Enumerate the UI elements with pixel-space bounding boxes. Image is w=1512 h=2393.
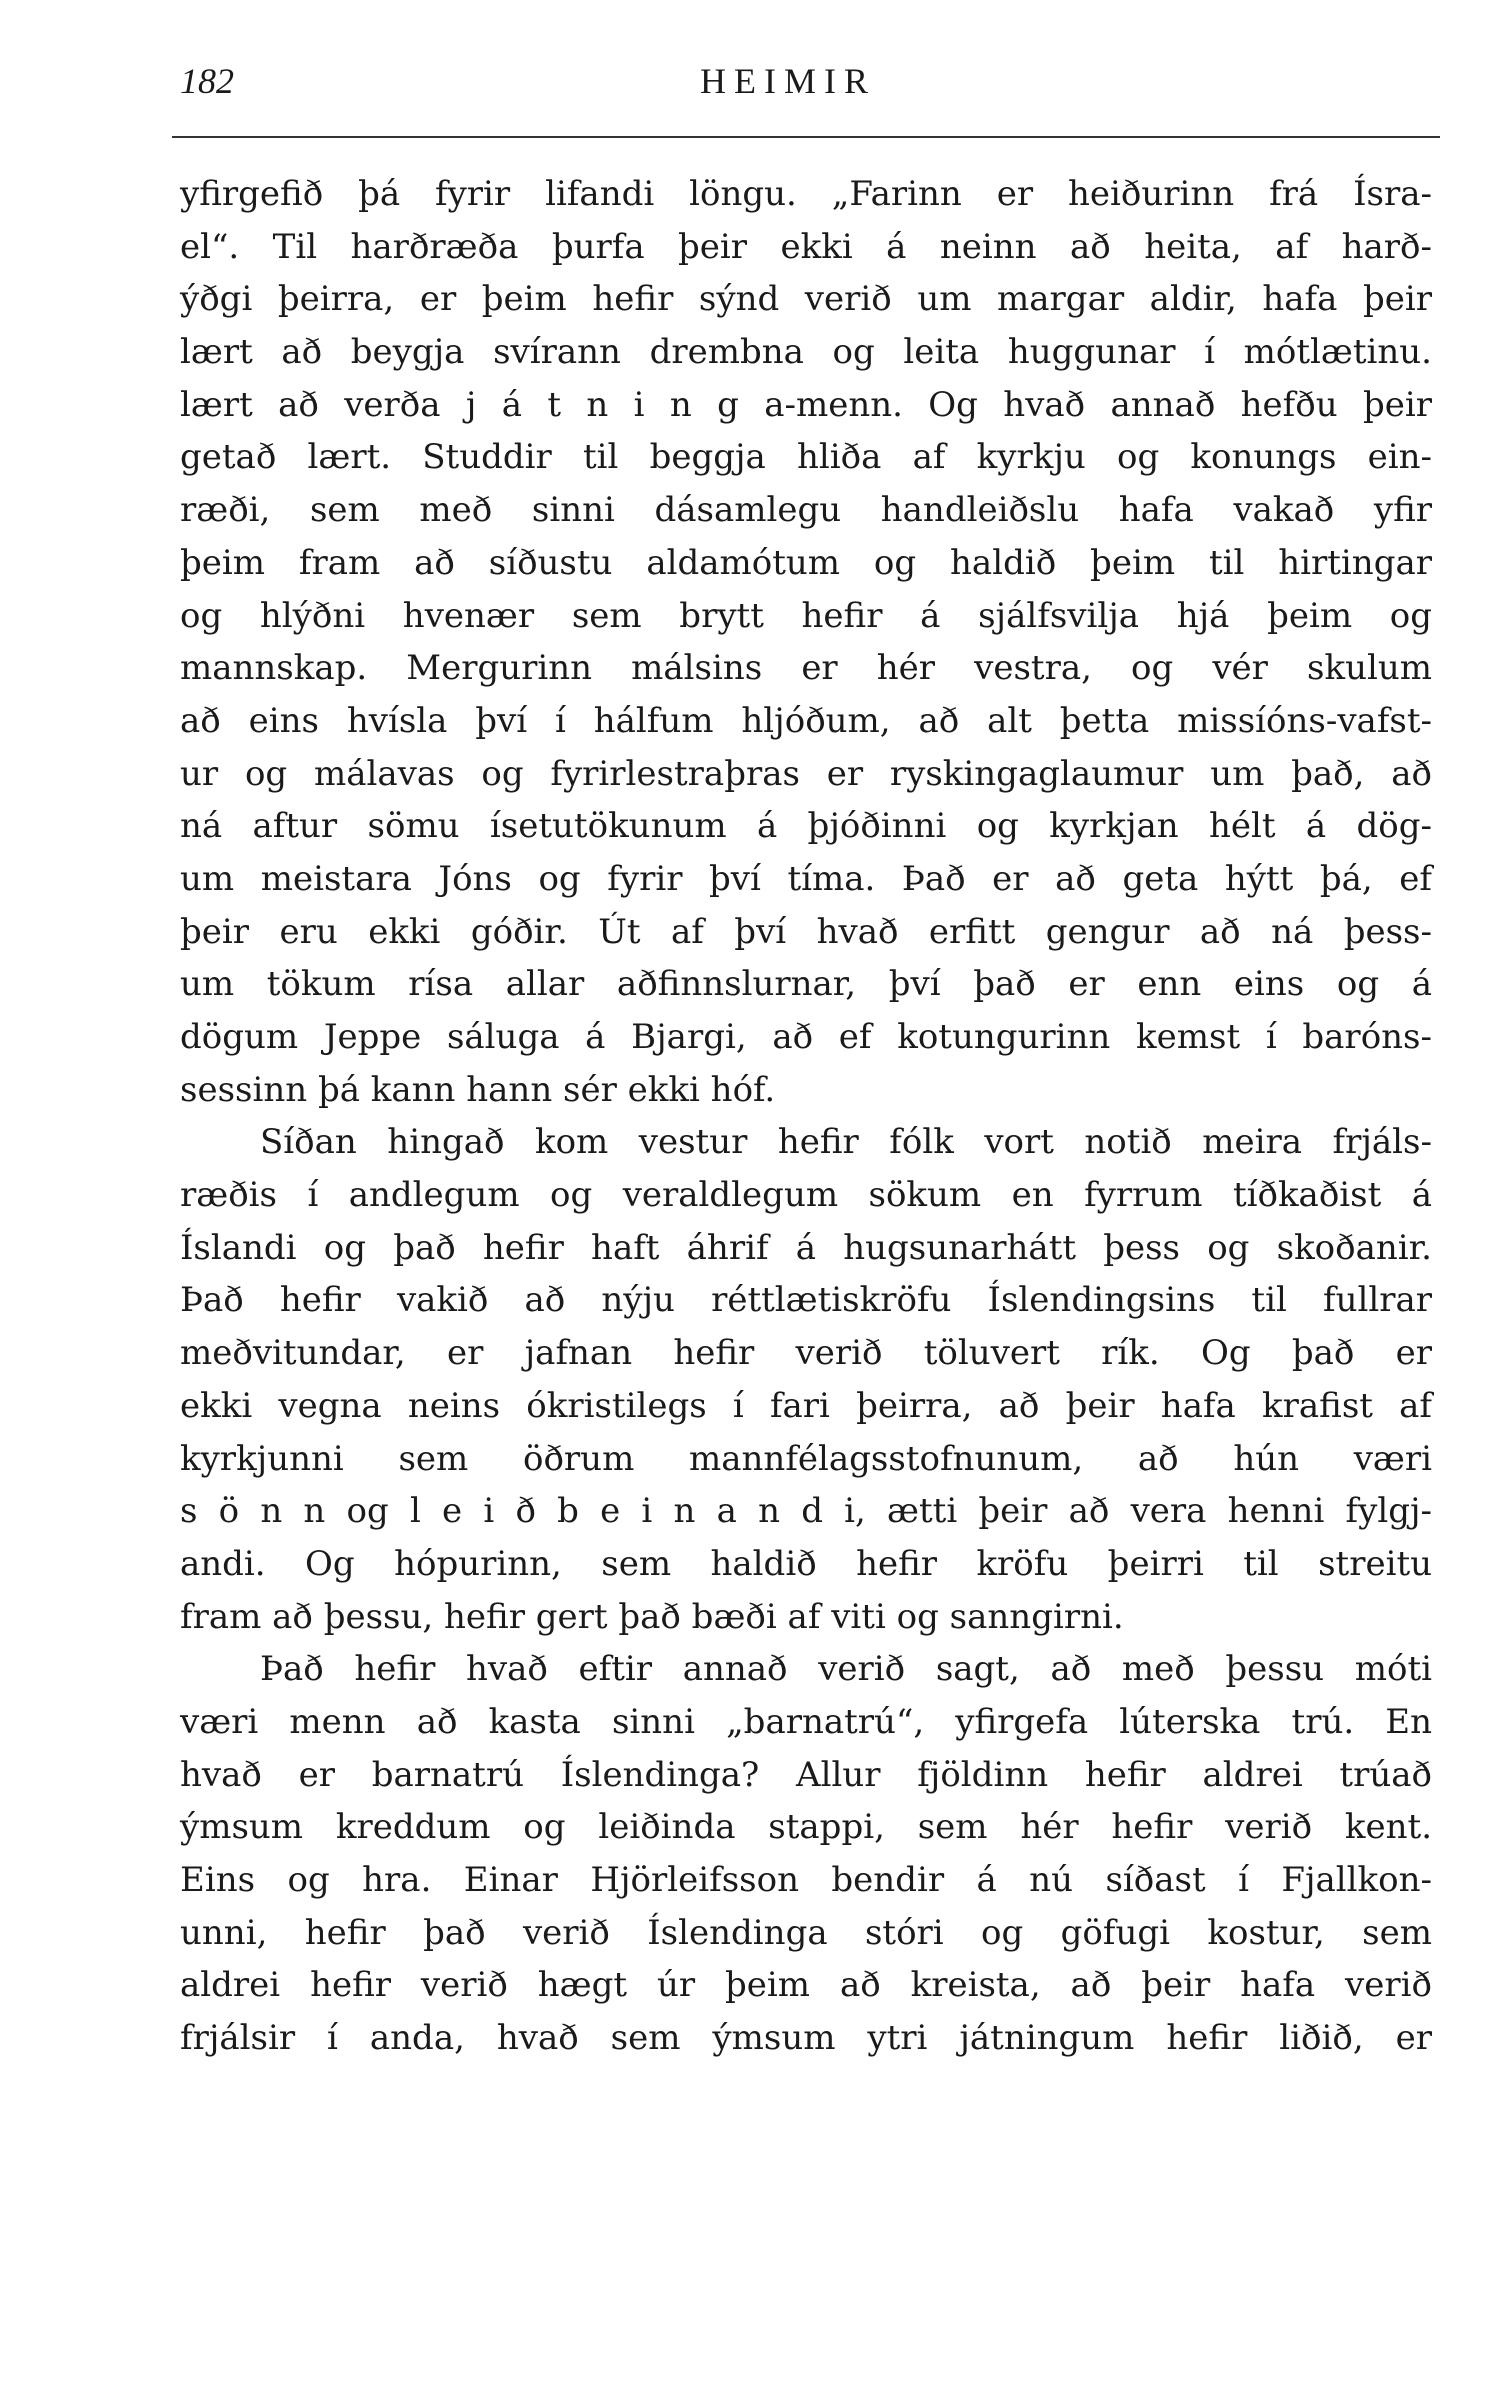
text-line: unni, hefir það verið Íslendinga stóri og göfugi kostur, sem	[180, 1912, 1432, 1953]
text-line: Eins og hra. Einar Hjörleifsson bendir á nú síðast í Fjallkon-	[180, 1860, 1432, 1900]
text-line: yfirgefið þá fyrir lifandi löngu. „Farinn er heiðurinn frá Ísra-	[180, 174, 1432, 214]
text-line: að eins hvísla því í hálfum hljóðum, að alt þetta missíóns-vafst-	[180, 700, 1432, 741]
text-line: væri menn að kasta sinni „barnatrú“, yfirgefa lúterska trú. En	[180, 1701, 1432, 1742]
paragraph-end-line: sessinn þá kann hann sér ekki hóf.	[180, 1069, 776, 1110]
paragraph-end-line: fram að þessu, hefir gert það bæði af viti og sanngirni.	[180, 1596, 1124, 1637]
text-line: lært að beygja svírann drembna og leita huggunar í mótlætinu.	[180, 332, 1432, 373]
text-line: þeim fram að síðustu aldamótum og haldið þeim til hirtingar	[180, 542, 1432, 583]
paragraph-start-line: Það hefir hvað eftir annað verið sagt, að með þessu móti	[260, 1649, 1432, 1690]
text-line: meðvitundar, er jafnan hefir verið töluvert rík. Og það er	[180, 1333, 1432, 1374]
text-line: frjálsir í anda, hvað sem ýmsum ytri játningum hefir liðið, er	[180, 2018, 1432, 2059]
text-line: ræði, sem með sinni dásamlegu handleiðslu hafa vakað yfir	[180, 490, 1432, 531]
page-number: 182	[180, 61, 234, 101]
text-line: mannskap. Mergurinn málsins er hér vestra, og vér skulum	[180, 648, 1432, 689]
running-title: HEIMIR	[700, 61, 876, 101]
text-line: ekki vegna neins ókristilegs í fari þeirra, að þeir hafa krafist af	[180, 1385, 1432, 1426]
text-line: um tökum rísa allar aðfinnslurnar, því það er enn eins og á	[180, 964, 1432, 1005]
paragraph-start-line: Síðan hingað kom vestur hefir fólk vort notið meira frjáls-	[260, 1122, 1432, 1163]
text-line: dögum Jeppe sáluga á Bjargi, að ef kotungurinn kemst í baróns-	[180, 1017, 1432, 1057]
text-line: og hlýðni hvenær sem brytt hefir á sjálfsvilja hjá þeim og	[180, 595, 1432, 636]
text-line: Það hefir vakið að nýju réttlætiskröfu Íslendingsins til fullrar	[180, 1280, 1432, 1321]
text-line: Íslandi og það hefir haft áhrif á hugsunarhátt þess og skoðanir.	[180, 1227, 1432, 1268]
text-line: ýmsum kreddum og leiðinda stappi, sem hér hefir verið kent.	[180, 1807, 1432, 1848]
body-text	[180, 168, 1432, 2268]
text-line: ræðis í andlegum og veraldlegum sökum en fyrrum tíðkaðist á	[180, 1175, 1432, 1216]
text-line: ur og málavas og fyrirlestraþras er ryskingaglaumur um það, að	[180, 753, 1432, 794]
page-header	[180, 60, 1430, 120]
text-line: hvað er barnatrú Íslendinga? Allur fjöldinn hefir aldrei trúað	[180, 1754, 1432, 1795]
text-line: aldrei hefir verið hægt úr þeim að kreista, að þeir hafa verið	[180, 1965, 1432, 2006]
text-line: getað lært. Studdir til beggja hliða af kyrkju og konungs ein-	[180, 437, 1432, 478]
text-line: kyrkjunni sem öðrum mannfélagsstofnunum, að hún væri	[180, 1438, 1432, 1479]
text-line: andi. Og hópurinn, sem haldið hefir kröfu þeirri til streitu	[180, 1543, 1432, 1584]
text-line: el“. Til harðræða þurfa þeir ekki á neinn að heita, af harð-	[180, 226, 1432, 267]
text-line: ná aftur sömu ísetutökunum á þjóðinni og kyrkjan hélt á dög-	[180, 806, 1432, 847]
text-line: lært að verða j á t n i n g a-menn. Og hvað annað hefðu þeir	[180, 384, 1432, 425]
text-line: um meistara Jóns og fyrir því tíma. Það er að geta hýtt þá, ef	[180, 858, 1432, 899]
header-rule	[172, 136, 1440, 138]
text-line: s ö n n og l e i ð b e i n a n d i, ætti þeir að vera henni fylgj-	[180, 1491, 1432, 1532]
text-line: ýðgi þeirra, er þeim hefir sýnd verið um margar aldir, hafa þeir	[180, 279, 1432, 320]
text-line: þeir eru ekki góðir. Út af því hvað erfitt gengur að ná þess-	[180, 911, 1432, 952]
